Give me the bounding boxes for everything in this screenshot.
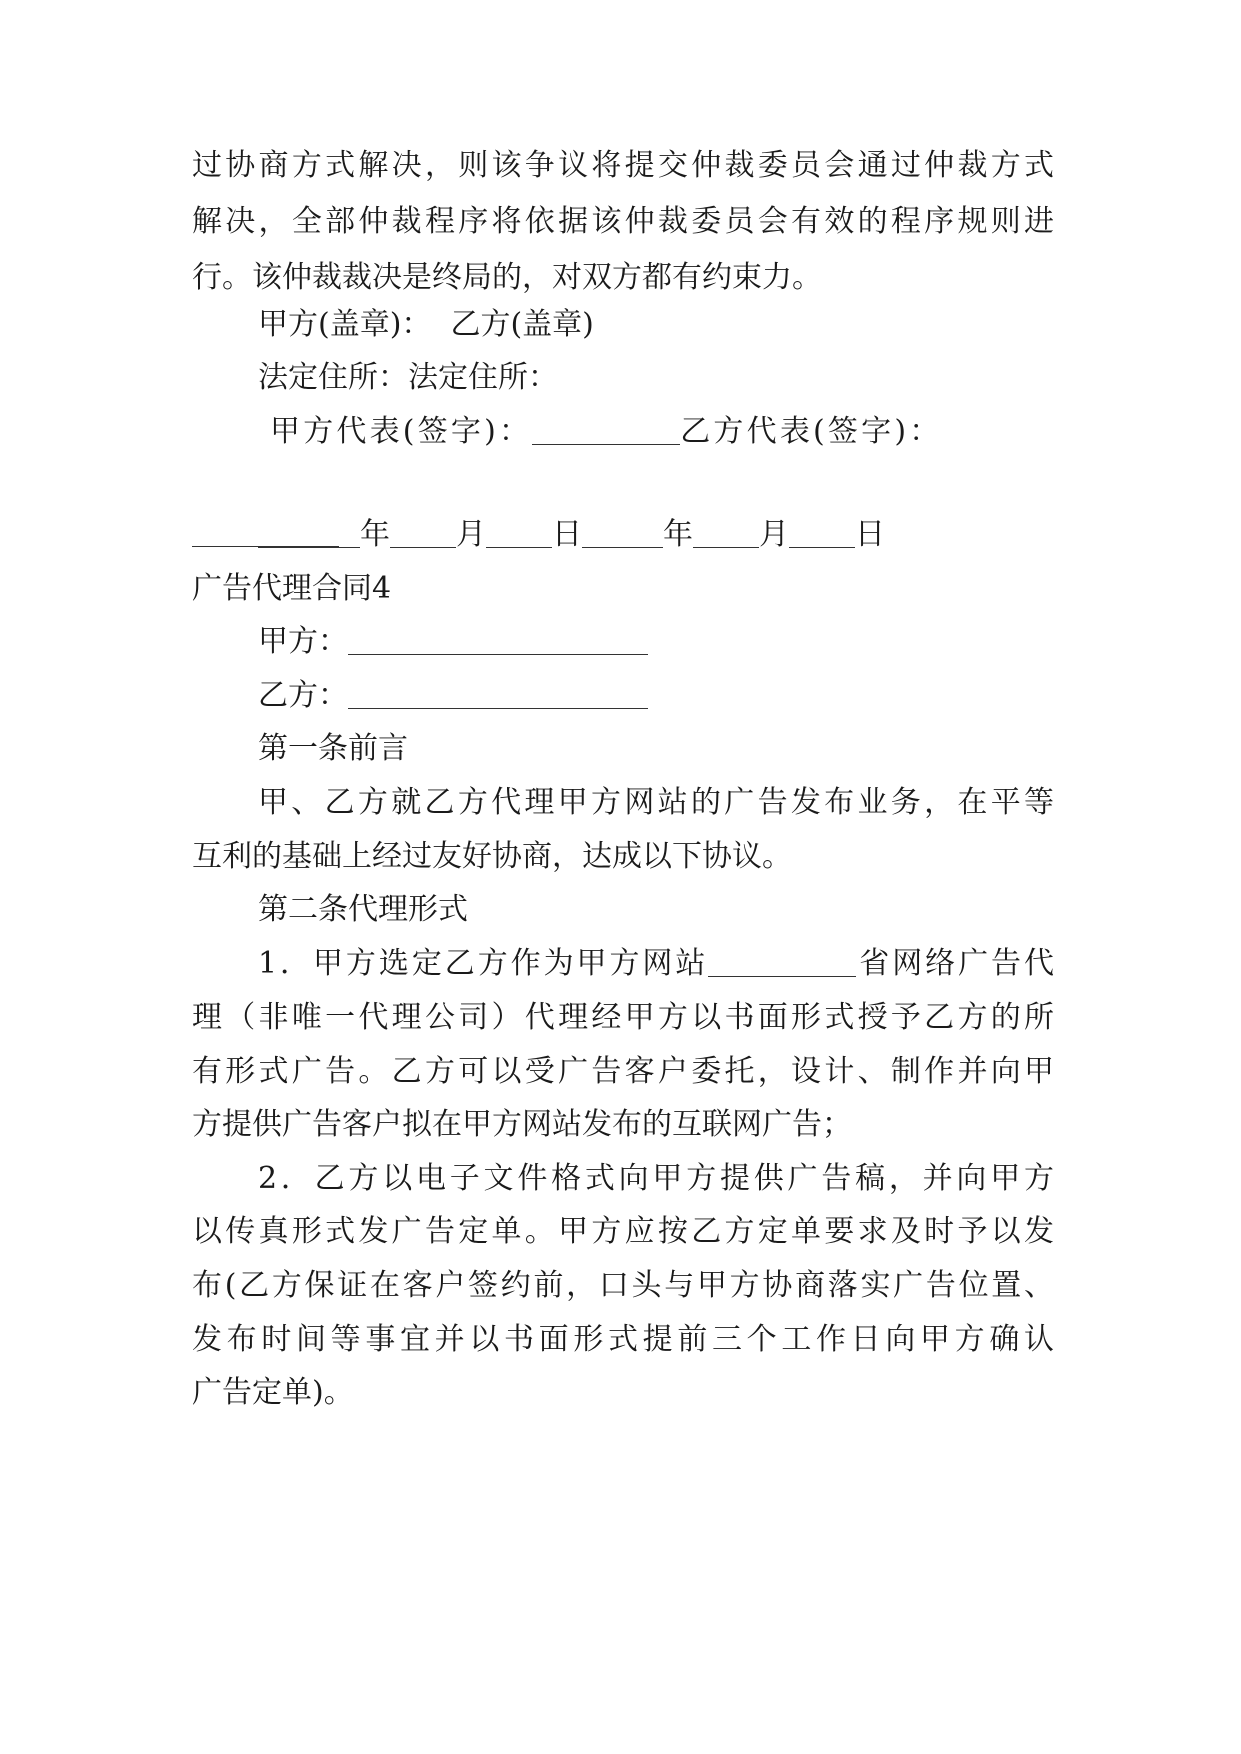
article-2-title: 第二条代理形式 xyxy=(258,892,468,927)
date-blank xyxy=(789,519,855,548)
party-b-label: 乙方： xyxy=(258,678,348,713)
party-a-line xyxy=(258,622,648,662)
date-blank xyxy=(258,519,360,548)
clause-1-prefix: 1．甲方选定乙方作为甲方网站 xyxy=(258,946,709,981)
province-blank xyxy=(708,948,856,977)
clause-1-first-line xyxy=(258,944,1054,984)
body-text-line: 解决，全部仲裁程序将依据该仲裁委员会有效的程序规则进 xyxy=(192,204,1054,239)
date-blank xyxy=(693,519,759,548)
date-blank xyxy=(582,519,663,548)
body-text-line: 方提供广告客户拟在甲方网站发布的互联网广告； xyxy=(192,1107,852,1142)
day-label: 日 xyxy=(855,517,885,552)
body-text-line: 发布时间等事宜并以书面形式提前三个工作日向甲方确认 xyxy=(192,1322,1054,1357)
body-text-line: 行。该仲裁裁决是终局的，对双方都有约束力。 xyxy=(192,260,822,295)
body-text-line: 以传真形式发广告定单。甲方应按乙方定单要求及时予以发 xyxy=(192,1214,1054,1249)
date-blank xyxy=(486,519,552,548)
body-text-line: 互利的基础上经过友好协商，达成以下协议。 xyxy=(192,839,792,874)
rep-b-label: 乙方代表(签字)： xyxy=(680,414,943,449)
article-1-title: 第一条前言 xyxy=(258,731,408,766)
body-text-line: 广告定单)。 xyxy=(192,1375,354,1410)
body-text-line: 过协商方式解决，则该争议将提交仲裁委员会通过仲裁方式 xyxy=(192,148,1054,183)
month-label: 月 xyxy=(759,517,789,552)
rep-a-label: 甲方代表(签字)： xyxy=(270,414,533,449)
representative-signature-line xyxy=(270,412,1030,452)
day-label: 日 xyxy=(552,517,582,552)
month-label: 月 xyxy=(456,517,486,552)
party-a-blank xyxy=(348,626,648,655)
party-a-label: 甲方： xyxy=(258,624,348,659)
party-seals-line: 甲方(盖章)： 乙方(盖章) xyxy=(258,307,594,342)
clause-1-suffix: 省网络广告代 xyxy=(856,946,1054,981)
signature-blank xyxy=(532,416,680,445)
party-b-line xyxy=(258,676,648,716)
date-blank xyxy=(390,519,456,548)
date-line xyxy=(258,515,885,555)
party-b-blank xyxy=(348,680,648,709)
year-label: 年 xyxy=(663,517,693,552)
year-label: 年 xyxy=(360,517,390,552)
body-text-line: 甲、乙方就乙方代理甲方网站的广告发布业务，在平等 xyxy=(258,785,1054,820)
body-text-line: 有形式广告。乙方可以受广告客户委托，设计、制作并向甲 xyxy=(192,1054,1054,1089)
legal-address-line: 法定住所：法定住所： xyxy=(258,360,558,395)
contract-title: 广告代理合同4 xyxy=(192,571,392,606)
body-text-line: 布(乙方保证在客户签约前，口头与甲方协商落实广告位置、 xyxy=(192,1268,1054,1303)
body-text-line: 2．乙方以电子文件格式向甲方提供广告稿，并向甲方 xyxy=(258,1161,1054,1196)
body-text-line: 理（非唯一代理公司）代理经甲方以书面形式授予乙方的所 xyxy=(192,1000,1054,1035)
